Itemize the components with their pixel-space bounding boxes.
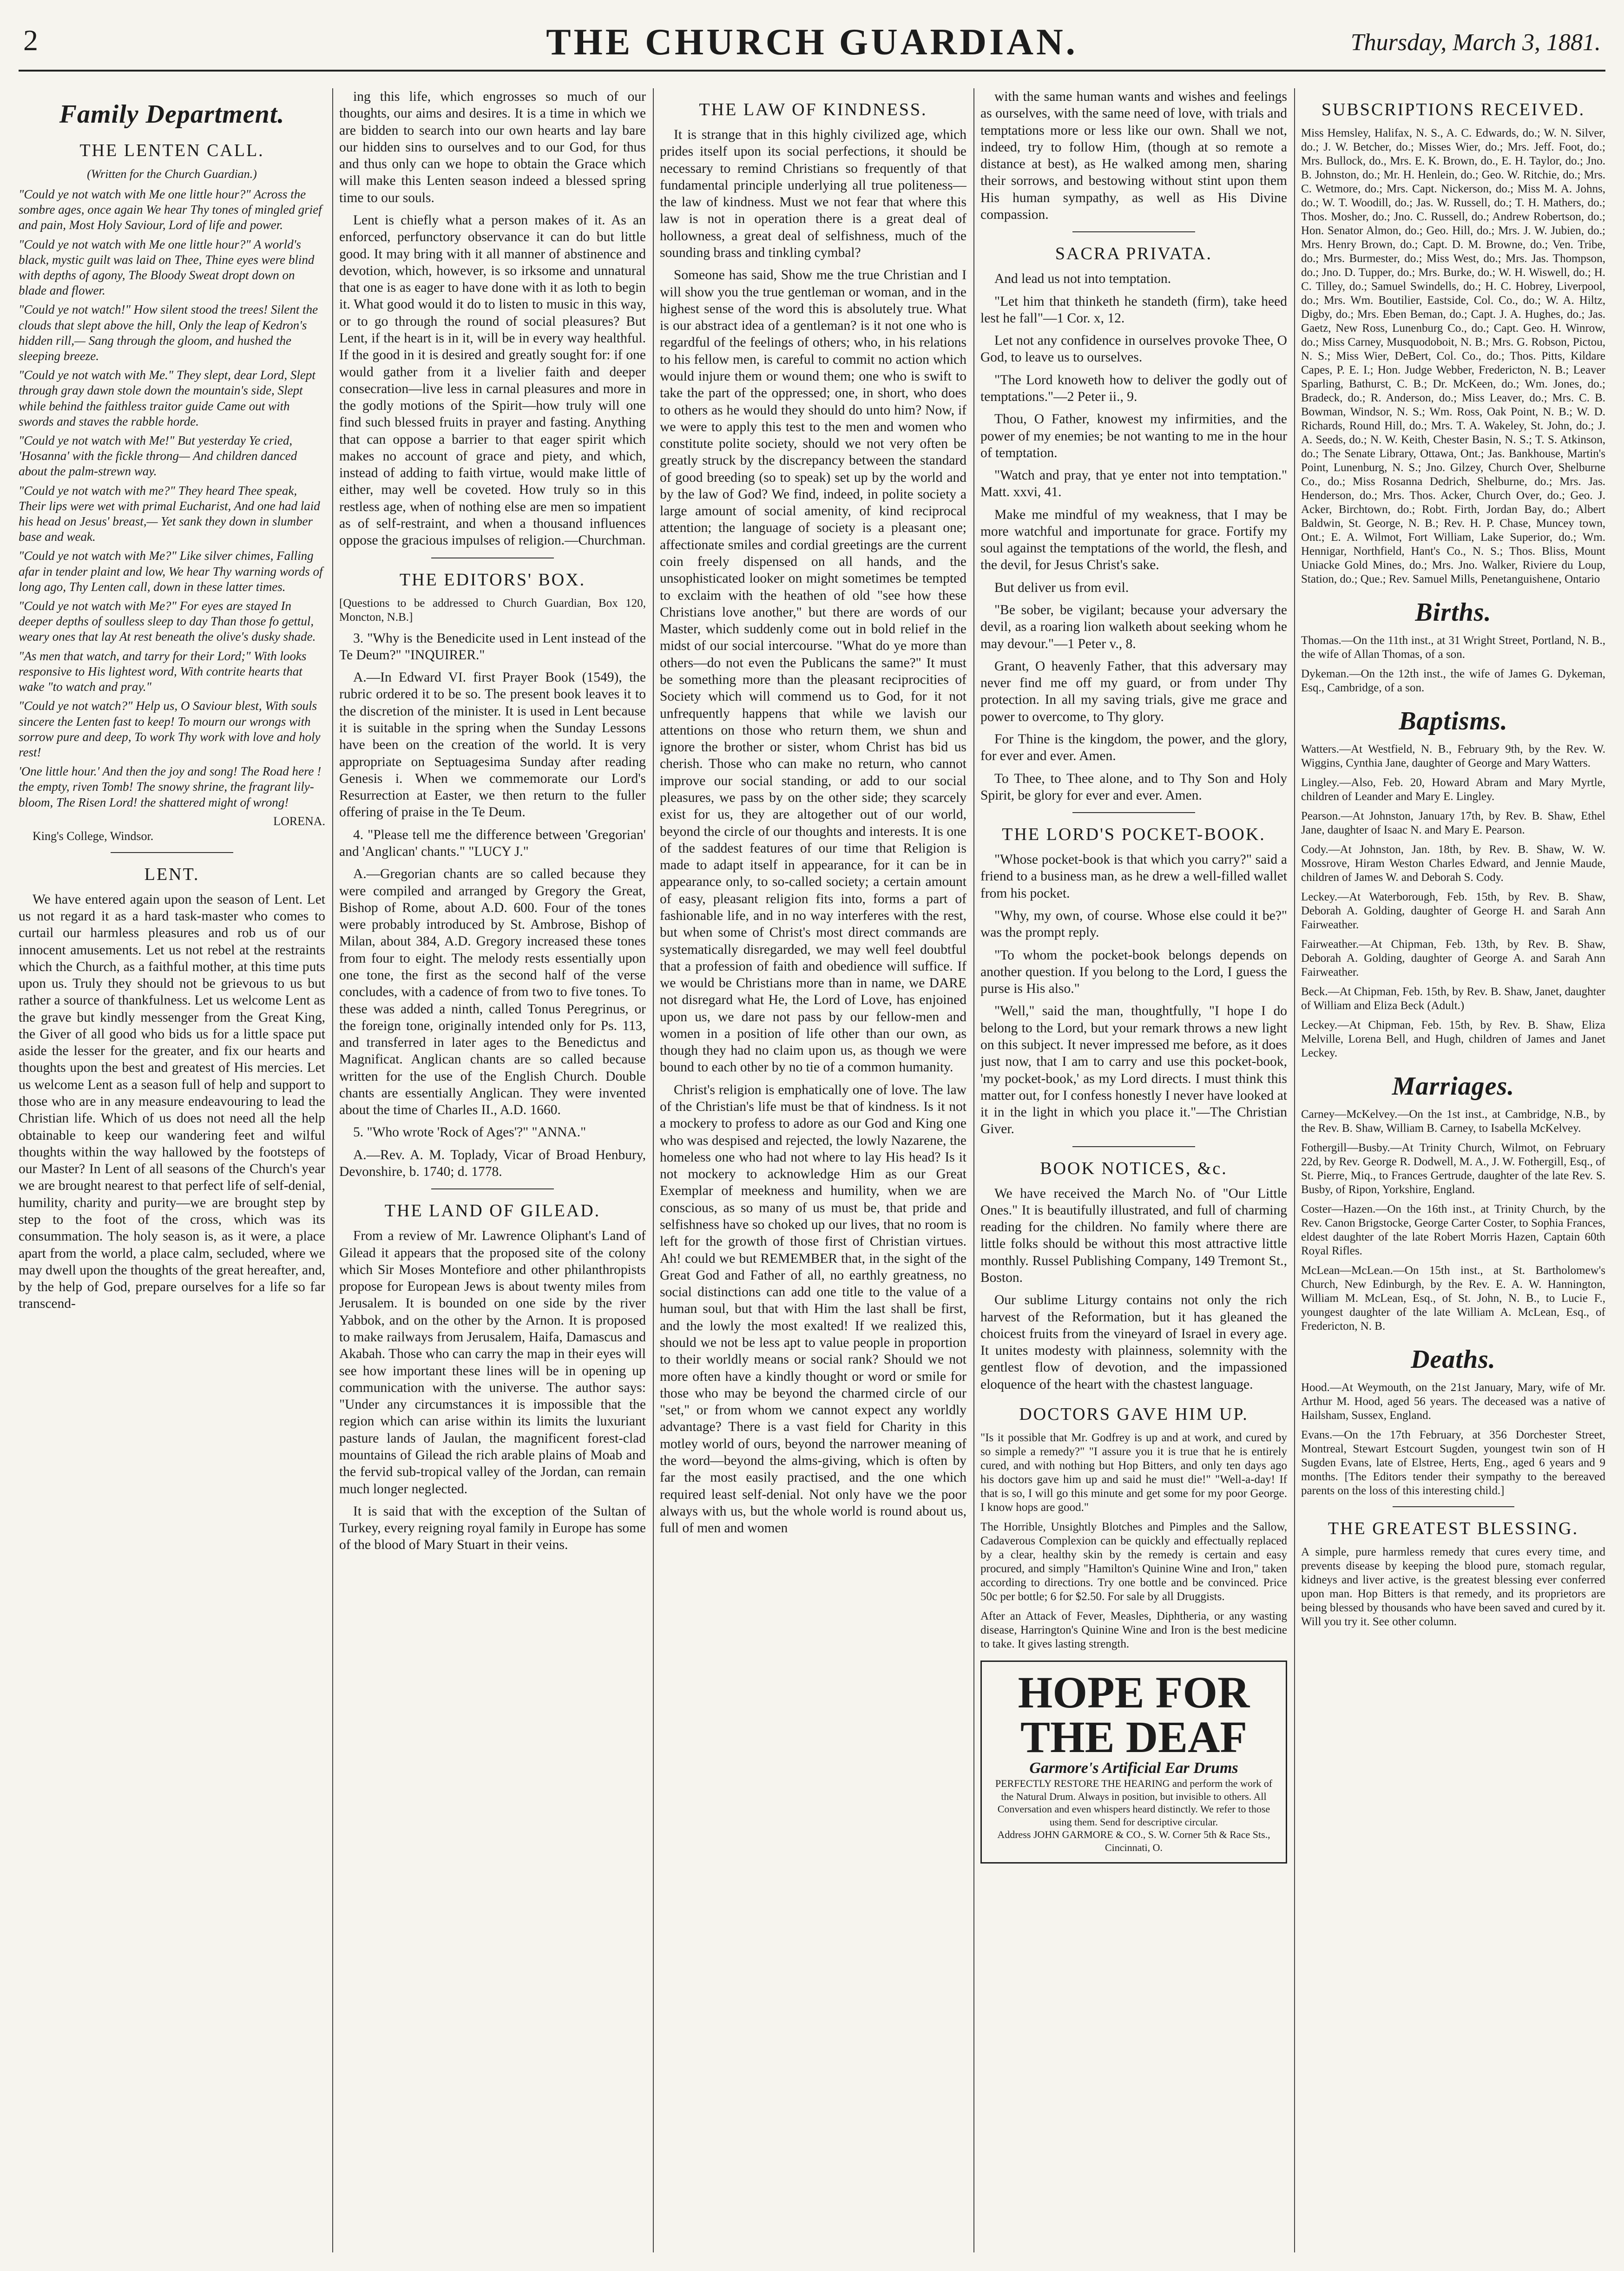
poem-stanza: 'One little hour.' And then the joy and song! The Road here ! the empty, riven Tomb! The snowy shrine, the fragrant lily-bloom, The Risen Lord! the shattered might of wrong! [19, 764, 322, 809]
notice-item: Cody.—At Johnston, Jan. 18th, by Rev. B. Shaw, W. W. Mossrove, Hiram Weston Charles Edward, and Jennie Maude, children of James W. and Deborah S. Cody. [1301, 843, 1605, 884]
ad-address: Address JOHN GARMORE & CO., S. W. Corner 5th & Race Sts., Cincinnati, O. [997, 1829, 1270, 1853]
paragraph: Someone has said, Show me the true Christian and I will show you the true gentleman or woman, and in the highest sense of the word this is absolutely true. What is our abstract idea of a gentleman? is it not one who is regardful of the feelings of others; who, in his relations to his fellow men, is careful to commit no action which would injure them or wound them; one who is swift to take the part of the oppressed; one, in short, who does to others as he would they should do unto him? Now, if we were to apply this test to the men and women who constitute polite society, should we not very often be greatly struck by the discrepancy between the standard of good breeding (so to speak) set up by the world and by the law of God? We find, indeed, in polite society a large amount of social amenity, of kind reciprocal attention; the language of society is a pleasant one; affectionate smiles and cordial greetings are the current coin freely dispensed on all hands, and the unsophisticated looker on might sometimes be tempted to exclaim with the heathen of old "see how these Christians love another," but there are words of our Master, which suddenly come out in bold relief in the midst of our social intercourse. "What do ye more than others—do not even the Publicans the same?" It must be something more than the pleasant reciprocities of Society which will commend us to God, for it not unfrequently happens that while we lavish our attentions on those who return them, we shun and ignore the brother or sister, whom Christ has bid us cherish. Those who can make no return, who cannot improve our social standing, or add to our social pleasures, we pass by on the other side; they scarcely exist for us, they are altogether out of our world, beyond the circle of our thoughts and interests. It is one of the saddest features of our time that Religion is made to adapt itself in appearance, for it can be in appearance only, to so-called society; a certain amount of easy, pleasant religion fits into, forms a part of fashionable life, and in no way interferes with the rest, but when some of Christ's most direct commands are systematically disregarded, we may well feel doubtful that a profession of faith and obedience will suffice. If we would be Christians more than in name, we DARE not disregard what He, the Lord of Love, has enjoined upon us, we dare not pass by our fellow-men and women in a position of life other than our own, as though they had no claim upon us, as though we were bound to each other by no tie of a common humanity. [660, 268, 967, 1075]
paragraph: To Thee, to Thee alone, and to Thy Son and Holy Spirit, be glory for ever and ever. Amen. [980, 771, 1287, 803]
paragraph: Christ's religion is emphatically one of love. The law of the Christian's life must be that of kindness. Is it not a mockery to profess to adore as our God and King one who was despised and rejected, the lowly Nazarene, the homeless one who had not where to lay His head? Is it not mockery to acknowledge Him as our Great Exemplar of meekness and humility, when we are conscious, as so many of us must be, that pride and selfishness have so choked up our lives, that no room is left for the growth of those first of Christian virtues. Ah! could we but REMEMBER that, in the sight of the Great God and Father of all, no earthly greatness, no social distinctions can add one title to the value of a human soul, but that with Him the last shall be first, and the lowly the most exalted! If we realized this, should we not be less apt to value people in proportion to their worldly means or social rank? Should we not more often have a kindly thought or word or smile for those who may be beyond the charmed circle of our "set," or from whom we cannot expect any worldly advantage? There is a vast field for Charity in this motley world of ours, beyond the narrower meaning of the word—beyond the alms-giving, which is often by far the most easily practised, and the one which required least self-denial. Not only have we the poor always with us, but the whole world is round about us, full of men and women [660, 1082, 967, 1536]
issue-date: Thursday, March 3, 1881. [1350, 29, 1601, 56]
page-number: 2 [23, 24, 38, 57]
paragraph: We have received the March No. of "Our Little Ones." It is beautifully illustrated, and full of charming reading for the children. No family where there are little folks should be without this most attractive little monthly. Russel Publishing Company, 149 Tremont St., Boston. [980, 1186, 1287, 1286]
poem-stanza: "Could ye not watch!" How silent stood the trees! Silent the clouds that slept above the hill, Only the leap of Kedron's hidden rill,— Sang through the gloom, and hushed the sleeping breeze. [19, 302, 318, 363]
paragraph: A.—In Edward VI. first Prayer Book (1549), the rubric ordered it to be so. The present book leaves it to the discretion of the minister. It is used in Lent because it is suitable in the spring when the Sunday Lessons have been on the creation of the world. It is very appropriate on Septuagesima Sunday after reading Genesis i. When we commemorate our Lord's Resurrection at Easter, we then return to the fuller offering of praise in the Te Deum. [339, 670, 646, 820]
paragraph: Lent is chiefly what a person makes of it. As an enforced, perfunctory observance it can do but little good. It may bring with it all manner of abstinence and devotion, which, however, is so irksome and unnatural that one is as eager to have done with it as loth to begin it. What good would it do to listen to music in this way, or to go through the round of social pleasures? But Lent, if the heart is in it, will be in every way healthful. If the good in it is desired and greatly sought for: if one would gather from it a livelier faith and deeper consecration—live less in carnal pleasures and more in the godly motions of the Spirit—how truly will one find such blessed fruits in prayer and fasting. Anything that can oppose a barrier to that eager spirit which makes no account of grace and piety, and which, instead of adding to faith virtue, would make little of either, may well be coveted. How truly so in this restless age, when of nothing else are men so impatient as of self-restraint, and when a thousand influences oppose the gracious impulses of religion.—Churchman. [339, 212, 646, 548]
separator [1072, 1146, 1195, 1147]
article-title: THE LAND OF GILEAD. [384, 1201, 601, 1221]
advertisement-text: The Horrible, Unsightly Blotches and Pimples and the Sallow, Cadaverous Complexion can be quickly and effectually replaced by a clear, healthy skin by the remedy is certain and easy procured, and simply "Hamilton's Quinine Wine and Iron," taken according to directions. Try one bottle and be convinced. Price 50c per bottle; 6 for $2.50. For sale by all Druggists. [980, 1521, 1287, 1603]
article-title: THE EDITORS' BOX. [399, 570, 586, 590]
paragraph: 4. "Please tell me the difference between 'Gregorian' and 'Anglican' chants." "LUCY J." [339, 827, 646, 859]
poem-place: King's College, Windsor. [33, 829, 154, 843]
column-2 [339, 88, 646, 2252]
column-1 [19, 88, 325, 2252]
paragraph: Our sublime Liturgy contains not only the rich harvest of the Reformation, but it has gleaned the choicest fruits from the vineyard of Israel in every age. It unites modesty with plainness, solemnity with the gentlest flow of devotion, and the impassioned eloquence of the heart with the chastest language. [980, 1293, 1287, 1392]
paragraph: A simple, pure harmless remedy that cures every time, and prevents disease by keeping the blood pure, stomach regular, kidneys and liver active, is the greatest blessing ever conferred upon man. Hop Bitters is that remedy, and its proprietors are being blessed by thousands who have been saved and cured by it. Will you try it. See other column. [1301, 1546, 1605, 1628]
notice-item: Fothergill—Busby.—At Trinity Church, Wilmot, on February 22d, by Rev. George R. Dodwell, M. A., J. W. Fothergill, Esq., of St. Pierre, Miq., to Frances Gertrude, daughter of the late Rev. S. Busby, of Ripon, Yorkshire, England. [1301, 1142, 1605, 1196]
separator [1072, 231, 1195, 232]
paragraph: "Be sober, be vigilant; because your adversary the devil, as a roaring lion walketh about seeking whom he may devour."—1 Peter v., 8. [980, 603, 1287, 651]
notice-item: Fairweather.—At Chipman, Feb. 13th, by Rev. B. Shaw, Deborah A. Golding, daughter of George A. and Sarah Ann Fairweather. [1301, 938, 1605, 978]
subscriptions-list: Miss Hemsley, Halifax, N. S., A. C. Edwards, do.; W. N. Silver, do.; J. W. Betcher, do.; Misses Wier, do.; Mrs. Jeff. Foot, do.; Mrs. Bullock, do., Mrs. E. K. Brown, do., E. H. Taylor, do.; Jno. B. Johnston, do.; Mr. H. Henlein, do.; Geo. W. Ritchie, do.; Mrs. C. Wetmore, do.; Mrs. Capt. Nickerson, do.; Miss M. A. Johns, do.; W. T. Woodill, do.; Jas. W. Russell, do.; T. H. Mathers, do.; Thos. Mosher, do.; Jno. C. Russell, do.; Andrew Robertson, do.; Hon. Senator Almon, do.; Geo. Hill, do.; Mrs. J. W. Jubien, do.; Mrs. Henry Brown, do.; Capt. D. M. Browne, do.; Ven. Tribe, do.; Mrs. Burmester, do.; Miss West, do.; Mrs. Jas. Thompson, do.; Jno. D. Tupper, do.; Mrs. Burke, do.; W. H. Wiswell, do.; H. C. Tilley, do.; Samuel Swindells, do.; H. C. Hobrey, Liverpool, do.; Mrs. Wm. Boutilier, Eastside, Col. Co., do.; W. A. Hiltz, Digby, do.; Mrs. Eben Beman, do.; Capt. J. A. Hughes, do.; Jas. Gaetz, New Ross, Lunenburg Co., do.; Capt. Geo. H. Winrow, do.; Miss Carney, Musquodoboit, N. B.; Mrs. G. Robson, Pictou, N. S.; Miss Wier, DeBert, Col. Co., do.; Thos. Pitts, Kildare Capes, P. E. I.; Hon. Judge Webber, Fredericton, N. B.; Leaver Sparling, Bathurst, C. B.; Dr. McKeen, do.; Wm. Jones, do.; Bradeck, do.; R. Anderson, do.; Miss Leaver, do.; Mrs. C. B. Bowman, Windsor, N. S.; Wm. Ross, Oak Point, N. B.; W. D. Richards, Round Hill, do.; Mrs. T. A. Wakeley, St. John, do.; J. A. Seeds, do.; N. W. Keith, Chester Basin, N. S.; T. S. Atkinson, do.; The Senate Library, Ottawa, Ont.; Jas. Bankhouse, Martin's Point, Lunenburg, N. S.; Jno. Gilzey, Church Over, Shelburne Co., do.; Miss Rosanna Dedrich, Shelburne, do.; Mrs. Jas. Henderson, do.; Mrs. Thos. Acker, Church Over, do.; Geo. J. Acker, Birchtown, do.; Robt. Firth, Jordan Bay, do.; Albert Baldwin, St. George, N. B.; Rev. H. P. Chase, Muncey town, Ont.; E. A. Wilmot, Fort William, Lake Superior, do.; Wm. Hennigar, Northfield, Hant's Co., N. S.; Thos. Bliss, Mount Uniacke Gold Mines, do.; Mrs. Jno. Walker, Riviere du Loup, Station, do.; Que.; Rev. Samuel Mills, Penetanguishene, Ontario [1301, 127, 1605, 585]
paragraph: But deliver us from evil. [994, 580, 1129, 595]
article-title: THE LAW OF KINDNESS. [699, 100, 927, 119]
paragraph: Let not any confidence in ourselves provoke Thee, O God, to leave us to ourselves. [980, 333, 1287, 365]
paragraph: Grant, O heavenly Father, that this adversary may never find me off my guard, or from under Thy protection. In all my saving trials, give me grace and power to overcome, to Thy glory. [980, 658, 1287, 724]
paragraph: We have entered again upon the season of Lent. Let us not regard it as a hard task-master who comes to curtail our harmless pleasures and rob us of our innocent amusements. Let us not rebel at the restraints which the Church, as a faithful mother, at this time puts upon us. Truly they should not be grievous to us but rather a source of thankfulness. Let us welcome Lent as the grave but kindly messenger from the Great King, the Giver of all good who bids us for a little space put aside the lesser for the greater, and fix our hearts and thoughts upon the best and greatest of His mercies. Let us welcome Lent as a season full of help and support to those who are in any measure endeavouring to lead the Christian life. Which of us does not need all the help obtainable to keep our wandering feet and wilful thoughts within the way hallowed by the footsteps of our Master? In Lent of all seasons of the Church's year we are brought nearest to that perfect life of self-denial, humility, charity and purity—we are brought step by step to the foot of the cross, which was its consummation. The holy season is, as it were, a place apart from the world, a place calm, secluded, where we may dwell upon the thoughts of the great hereafter, and, by the help of God, prepare ourselves for a life so far transcend- [19, 892, 325, 1312]
paragraph: It is strange that in this highly civilized age, which prides itself upon its social perfections, it should be necessary to remind Christians so frequently of that fundamental principle underlying all true politeness—the law of kindness. Must we not fear that where this law is not in operation there is a great deal of hollowness, a great deal of selfishness, much of the sounding brass and tinkling cymbal? [660, 127, 967, 260]
paragraph: Make me mindful of my weakness, that I may be more watchful and importunate for grace. Fortify my soul against the temptations of the world, the flesh, and the devil, for Jesus Christ's sake. [980, 507, 1287, 573]
article-title: THE GREATEST BLESSING. [1328, 1519, 1579, 1538]
paragraph: "Why, my own, of course. Whose else could it be?" was the prompt reply. [980, 908, 1287, 940]
column-5 [1301, 88, 1605, 2252]
poem-stanza: "Could ye not watch?" Help us, O Saviour blest, With souls sincere the Lenten fast to keep! To mourn our wrongs with sorrow pure and deep, To work Thy work with love and holy rest! [19, 699, 321, 759]
column-4 [980, 88, 1287, 2252]
separator [1393, 1506, 1514, 1507]
newspaper-title: THE CHURCH GUARDIAN. [546, 22, 1078, 63]
column-3 [660, 88, 967, 2252]
poem-stanza: "As men that watch, and tarry for their Lord;" With looks responsive to His lightest word, With contrite hearts that wake "to watch and pray." [19, 649, 307, 694]
paragraph: "Is it possible that Mr. Godfrey is up and at work, and cured by so simple a remedy?" "I assure you it is true that he is entirely cured, and with nothing but Hop Bitters, and only ten days ago his doctors gave him up and said he must die!" "Well-a-day! If that is so, I will go this minute and get some for my poor George. I know hops are good." [980, 1431, 1287, 1514]
paragraph: 3. "Why is the Benedicite used in Lent instead of the Te Deum?" "INQUIRER." [339, 630, 646, 663]
notice-item: Lingley.—Also, Feb. 20, Howard Abram and Mary Myrtle, children of Leander and Mary E. Lingley. [1301, 776, 1605, 803]
poem-stanza: "Could ye not watch with Me one little hour?" Across the sombre ages, once again We hear Thy tones of mingled grief and pain, Most Holy Saviour, Lord of life and power. [19, 187, 322, 232]
paragraph: "Let him that thinketh he standeth (firm), take heed lest he fall"—1 Cor. x, 12. [980, 294, 1287, 326]
notice-item: Hood.—At Weymouth, on the 21st January, Mary, wife of Mr. Arthur M. Hood, aged 56 years. The deceased was a native of Hailsham, Sussex, England. [1301, 1381, 1605, 1422]
article-title: BOOK NOTICES, &c. [1040, 1158, 1228, 1178]
ad-subheadline: Garmore's Artificial Ear Drums [1029, 1759, 1238, 1777]
notice-item: McLean—McLean.—On 15th inst., at St. Bartholomew's Church, New Edinburgh, by the Rev. E. A. W. Hannington, William M. McLean, Esq., of St. John, N. B., to Lucie F., youngest daughter of the late William A. McLean, Esq., of Fredericton, N. B. [1301, 1264, 1605, 1332]
paragraph: From a review of Mr. Lawrence Oliphant's Land of Gilead it appears that the proposed site of the colony which Sir Moses Montefiore and other philanthropists propose for European Jews is about twenty miles from Jerusalem. It is bounded on one side by the river Yabbok, and on the other by the Arnon. It is proposed to make railways from Jerusalem, Haifa, Damascus and Akabah. Those who can carry the map in their eyes will see how important these lines will be in opening up communication with the universe. The author says: "Under any circumstances it is impossible that the region which can arise within its limits the luxuriant pasture lands of Jaulan, the magnificent forest-clad mountains of Gilead the rich arable plains of Moab and the fervid sub-tropical valley of the Jordan, can remain much longer neglected. [339, 1228, 646, 1496]
masthead [19, 19, 1605, 72]
paragraph: Thou, O Father, knowest my infirmities, and the power of my enemies; be not wanting to me in the hour of temptation. [980, 412, 1287, 460]
article-title: THE LORD'S POCKET-BOOK. [1002, 825, 1266, 845]
article-title: LENT. [144, 864, 200, 884]
section-heading: Births. [1415, 598, 1492, 627]
notice-item: Watters.—At Westfield, N. B., February 9th, by the Rev. W. Wiggins, Cynthia Jane, daughter of George and Mary Watters. [1301, 743, 1605, 769]
section-heading: Deaths. [1411, 1345, 1496, 1374]
notice-item: Dykeman.—On the 12th inst., the wife of James G. Dykeman, Esq., Cambridge, of a son. [1301, 668, 1605, 694]
poem-stanza: "Could ye not watch with Me?" Like silver chimes, Falling afar in tender plaint and low, We hear Thy warning words of long ago, Thy Lenten call, down in these latter times. [19, 549, 323, 594]
paragraph: A.—Gregorian chants are so called because they were compiled and arranged by Gregory the Great, Bishop of Rome, about A.D. 600. Four of the tones were probably introduced by St. Ambrose, Bishop of Milan, about 384, A.D. Gregory increased these tones from four to eight. The melody rests essentially upon one tone, the first as the second half of the verse concludes, with a cadence of from two to five tones. To these was added a ninth, called Tonus Peregrinus, or the foreign tone, originally intended only for Ps. 113, and transferred in later ages to the Benedictus and Magnificat. Anglican chants are so called because written for the use of the English Church. Double chants are essentially Anglican. They were invented about the time of Charles II., A.D. 1660. [339, 866, 646, 1118]
hope-for-the-deaf-ad [980, 1661, 1287, 1864]
notice-item: Carney—McKelvey.—On the 1st inst., at Cambridge, N.B., by the Rev. B. Shaw, William B. Carney, to Isabella McKelvey. [1301, 1108, 1605, 1135]
notice-item: Beck.—At Chipman, Feb. 15th, by Rev. B. Shaw, Janet, daughter of William and Eliza Beck (Adult.) [1301, 985, 1605, 1012]
column-rule [653, 88, 654, 2252]
section-heading: Marriages. [1392, 1072, 1515, 1101]
column-rule [1294, 88, 1295, 2252]
paragraph: "Whose pocket-book is that which you carry?" said a friend to a business man, as he drew a well-filled wallet from his pocket. [980, 852, 1287, 901]
section-heading: Family Department. [59, 100, 285, 129]
article-title: DOCTORS GAVE HIM UP. [1019, 1405, 1249, 1424]
column-rule [332, 88, 333, 2252]
section-heading: Baptisms. [1399, 707, 1508, 735]
advertisement-text: After an Attack of Fever, Measles, Diphtheria, or any wasting disease, Harrington's Quinine Wine and Iron is the best medicine to take. It gives lasting strength. [980, 1610, 1287, 1650]
paragraph: It is said that with the exception of the Sultan of Turkey, every reigning royal family in Europe has some of the blood of Mary Stuart in their veins. [339, 1503, 646, 1553]
article-title: SACRA PRIVATA. [1055, 244, 1213, 264]
notice-item: Evans.—On the 17th February, at 356 Dorchester Street, Montreal, Stewart Estcourt Sugden, youngest twin son of H Sugden Evans, late of Elstree, Herts, Eng., aged 6 years and 9 months. [The Editors tender their sympathy to the bereaved parents on the loss of this interesting child.] [1301, 1429, 1605, 1497]
notice-item: Pearson.—At Johnston, January 17th, by Rev. B. Shaw, Ethel Jane, daughter of Isaac N. and Mary E. Pearson. [1301, 810, 1605, 836]
notice-item: Leckey.—At Waterborough, Feb. 15th, by Rev. B. Shaw, Deborah A. Golding, daughter of George H. and Sarah Ann Fairweather. [1301, 891, 1605, 931]
byline: (Written for the Church Guardian.) [87, 167, 257, 181]
poem-stanza: "Could ye not watch with Me." They slept, dear Lord, Slept through gray dawn stole down the mountain's side, Slept while behind the faithless traitor guide Came out with swords and staves the rabble horde. [19, 368, 316, 428]
paragraph: "Watch and pray, that ye enter not into temptation." Matt. xxvi, 41. [980, 468, 1287, 500]
editor-note: [Questions to be addressed to Church Guardian, Box 120, Moncton, N.B.] [339, 597, 646, 624]
notice-item: Thomas.—On the 11th inst., at 31 Wright Street, Portland, N. B., the wife of Allan Thomas, of a son. [1301, 634, 1605, 661]
paragraph: For Thine is the kingdom, the power, and the glory, for ever and ever. Amen. [980, 732, 1287, 764]
poem-stanza: "Could ye not watch with Me?" For eyes are stayed In deeper depths of soulless sleep to day Than those fo gettul, weary ones that lay At rest beneath the olive's dusky shade. [19, 599, 316, 644]
notice-item: Leckey.—At Chipman, Feb. 15th, by Rev. B. Shaw, Eliza Melville, Lorena Bell, and Hugh, children of James and Janet Leckey. [1301, 1019, 1605, 1059]
paragraph: ing this life, which engrosses so much of our thoughts, our aims and desires. It is a time in which we are bidden to search into our own hearts and lay bare our hidden sins to ourselves and to our God, for thus and thus only can we hope to obtain the Grace which will make this Lenten season indeed a blessed spring time to our souls. [339, 89, 646, 205]
column-rule [973, 88, 974, 2252]
separator [111, 852, 233, 853]
poem-stanza: "Could ye not watch with me?" They heard Thee speak, Their lips were wet with primal Eucharist, And one had laid his head on Jesus' breast,— Yet sank they down in slumber base and weak. [19, 483, 320, 544]
paragraph: "Well," said the man, thoughtfully, "I hope I do belong to the Lord, but your remark throws a new light on this subject. It never impressed me before, as it does just now, that I am to carry and use this pocket-book, 'my pocket-book,' as my Lord directs. I must think this matter out, for I confess honestly I never have looked at it in the light in which you place it."—The Christian Giver. [980, 1004, 1287, 1137]
paragraph: A.—Rev. A. M. Toplady, Vicar of Broad Henbury, Devonshire, b. 1740; d. 1778. [339, 1147, 646, 1180]
poem-stanza: "Could ye not watch with Me!" But yesterday Ye cried, 'Hosanna' with the fickle throng— And children danced about the palm-strewn way. [19, 433, 297, 479]
paragraph: with the same human wants and wishes and feelings as ourselves, with the same need of love, with trials and temptations more or less like our own. Shall we not, indeed, try to follow Him, (though at so remote a distance at best), as He walked among men, sharing their sorrows, and bestowing without stint upon them His human sympathy, as well as His Divine compassion. [980, 89, 1287, 222]
poem-signature: LORENA. [273, 814, 325, 828]
ad-body: PERFECTLY RESTORE THE HEARING and perform the work of the Natural Drum. Always in position, but invisible to others. All Conversation and even whispers heard distinctly. We refer to those using them. Send for descriptive circular. [995, 1778, 1273, 1828]
article-title: SUBSCRIPTIONS RECEIVED. [1321, 100, 1585, 119]
article-title: THE LENTEN CALL. [79, 141, 264, 160]
notice-item: Coster—Hazen.—On the 16th inst., at Trinity Church, by the Rev. Canon Brigstocke, George Carter Coster, to Sophia Frances, eldest daughter of the late Robert Morris Hazen, Captain 60th Royal Rifles. [1301, 1203, 1605, 1257]
separator [1072, 812, 1195, 813]
paragraph: And lead us not into temptation. [994, 271, 1171, 287]
paragraph: 5. "Who wrote 'Rock of Ages'?" "ANNA." [353, 1125, 586, 1140]
paragraph: "To whom the pocket-book belongs depends on another question. If you belong to the Lord, I guess the purse is His also." [980, 947, 1287, 997]
ad-headline: HOPE FOR THE DEAF [1018, 1667, 1250, 1762]
separator [431, 1188, 554, 1189]
poem-stanza: "Could ye not watch with Me one little hour?" A world's black, mystic guilt was laid on Thee, Thine eyes were blind with depths of agony, The Bloody Sweat dropt down on blade and flower. [19, 237, 315, 298]
paragraph: "The Lord knoweth how to deliver the godly out of temptations."—2 Peter ii., 9. [980, 372, 1287, 404]
